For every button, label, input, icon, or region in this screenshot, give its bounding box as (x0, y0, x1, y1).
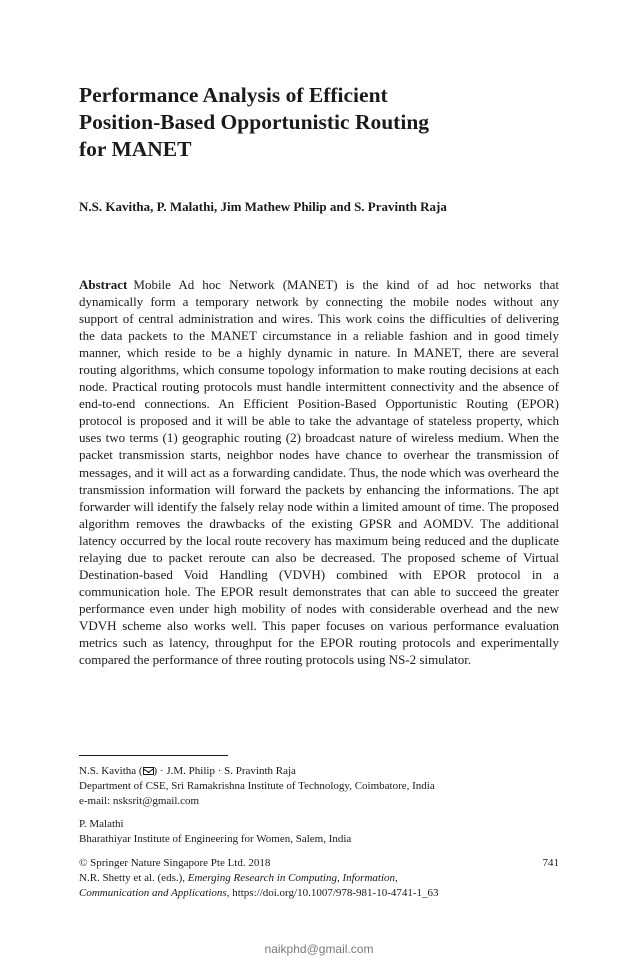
author-email: e-mail: nsksrit@gmail.com (79, 795, 200, 807)
footnote-authors (79, 764, 559, 809)
author-list: N.S. Kavitha, P. Malathi, Jim Mathew Philip and S. Pravinth Raja (79, 199, 447, 214)
envelope-icon (143, 767, 154, 775)
footnote-authors-rest: ) · J.M. Philip · S. Pravinth Raja (153, 765, 296, 777)
citation-book-title-2: Communication and Applications (79, 887, 227, 899)
title-line-3: for MANET (79, 137, 192, 161)
footnote-rule (79, 755, 228, 756)
abstract-text: Mobile Ad hoc Network (MANET) is the kind of ad hoc networks that dynamically form a temporary network by connecting the mobile nodes without any support of central administration and wires. This work coins the difficulties of delivering the data packets to the MANET circumstance in a reliable fashion and in good timely manner, which reside to be a highly dynamic in nature. In MANET, there are several routing algorithms, which consume topology information to make routing decisions at each node. Practical routing protocols must handle intermittent connectivity and the absence of end-to-end connections. An Efficient Position-Based Opportunistic Routing (EPOR) protocol is proposed and it will be able to take the advantage of stateless property, which uses two terms (1) geographic routing (2) broadcast nature of wireless medium. When the packet transmission starts, neighbor nodes have chance to overhear the transmission of messages, and it will act as a forwarding candidate. Thus, the node which was overheard the transmission information will forward the packets by enhancing the informations. The apt forwarder will identify the falsely relay node within a limited amount of time. The proposed algorithm removes the drawbacks of the existing GPSR and AOMDV. The additional latency occurred by the local route recovery has maximum being reduced and the duplicate relaying due to packet reroute can also be decreased. The proposed scheme of Virtual Destination-based Void Handling (VDVH) combined with EPOR protocol in a communication hole. The EPOR result demonstrates that can able to succeed the greater performance even under high mobility of nodes with considerable overhead and the new VDVH scheme also works well. This paper focuses on various performance evaluation metrics such as latency, throughput for the EPOR routing protocols and experimentally compared the performance of three routing protocols using NS-2 simulator. (79, 277, 559, 668)
abstract-label: Abstract (79, 277, 128, 292)
footnote-malathi (79, 817, 559, 847)
citation-line-1 (79, 871, 559, 886)
citation-editors: N.R. Shetty et al. (eds.), (79, 872, 188, 884)
footnote-author-malathi: P. Malathi (79, 818, 124, 830)
citation-book-title-1: Emerging Research in Computing, Information, (187, 872, 398, 884)
abstract (79, 276, 559, 668)
title-line-1: Performance Analysis of Efficient (79, 83, 388, 107)
affiliation-2: Bharathiyar Institute of Engineering for Women, Salem, India (79, 833, 352, 845)
footnote-copyright (79, 856, 559, 901)
watermark-email: naikphd@gmail.com (264, 942, 374, 956)
citation-line-2 (79, 886, 559, 901)
corresponding-authors-line (79, 764, 559, 779)
citation-doi: , https://doi.org/10.1007/978-981-10-4741-1_63 (226, 887, 439, 899)
footnote-author-kavitha: N.S. Kavitha ( (79, 765, 143, 777)
affiliation-1: Department of CSE, Sri Ramakrishna Institute of Technology, Coimbatore, India (79, 780, 435, 792)
copyright-line: © Springer Nature Singapore Pte Ltd. 2018 (79, 857, 271, 869)
paper-title (79, 82, 549, 163)
title-line-2: Position-Based Opportunistic Routing (79, 110, 430, 134)
page-number: 741 (542, 857, 559, 869)
